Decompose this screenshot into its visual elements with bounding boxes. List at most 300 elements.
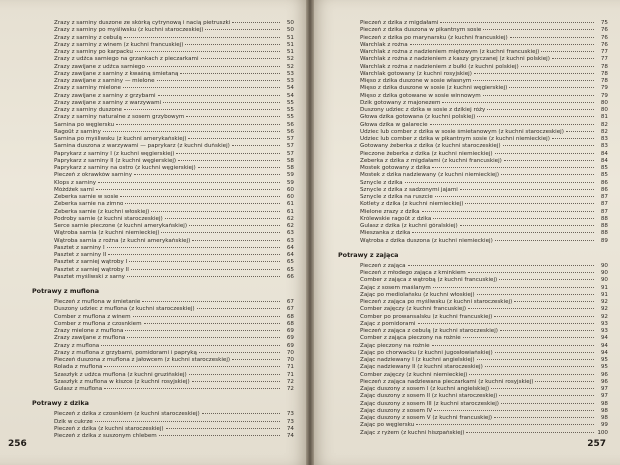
toc-entry-page: 70 (286, 349, 294, 355)
toc-entry-title: Zrazy z sarniny z cebulą (54, 34, 122, 40)
dot-leader (435, 192, 594, 197)
toc-entry-title: Głowa dzika gotowana (z kuchni polskiej) (360, 114, 476, 120)
dot-leader (178, 156, 280, 161)
dot-leader (135, 47, 280, 52)
toc-entry-page: 90 (600, 270, 608, 276)
section-heading: Potrawy z muflona (32, 287, 100, 295)
toc-entry-page: 94 (600, 335, 608, 341)
toc-entry (338, 69, 608, 76)
dot-leader (418, 319, 595, 324)
dot-leader (430, 120, 594, 125)
toc-entry-title: Zrazy z muflona (54, 342, 100, 348)
dot-leader (499, 275, 594, 280)
toc-entry (338, 221, 608, 228)
dot-leader (460, 185, 594, 190)
toc-entry-page: 96 (600, 371, 608, 377)
toc-entry-page: 97 (600, 393, 608, 399)
dot-leader (412, 228, 594, 233)
toc-entry-title: Comber zajęczy (z kuchni niemieckiej) (360, 371, 468, 377)
toc-entry-page: 77 (600, 49, 608, 55)
dot-leader (466, 428, 594, 433)
toc-entry-title: Warchlak z rożna (360, 41, 408, 47)
toc-entry-title: Żeberka sarnie (z kuchni włoskiej) (54, 208, 150, 214)
toc-entry (32, 272, 294, 279)
toc-entry-page: 93 (600, 320, 608, 326)
toc-entry-page: 83 (600, 136, 608, 142)
toc-entry-title: Pasztet myśliwski z sarny (54, 273, 125, 279)
toc-entry-page: 75 (600, 20, 608, 26)
dot-leader (440, 18, 594, 23)
toc-entry-title: Sarnina duszona z warzywami — paprykarz (z kuchni duńskiej) (54, 143, 230, 149)
toc-entry-title: Dzik gotowany z majonezem (360, 99, 441, 105)
toc-entry-title: Zrazy zawijane z sarniny z grzybami (54, 92, 156, 98)
toc-entry-page: 85 (600, 165, 608, 171)
right-toc-column (338, 18, 608, 435)
toc-entry (338, 170, 608, 177)
toc-entry (32, 257, 294, 264)
dot-leader (163, 98, 280, 103)
toc-entry-title: Zrazy zawijane z sarniny z kwaśną śmietaną (54, 70, 179, 76)
toc-entry-page: 67 (286, 306, 294, 312)
toc-entry-title: Serce sarnie pieczone (z kuchni amerykańskiej) (54, 223, 188, 229)
dot-leader (408, 261, 594, 266)
toc-entry (338, 40, 608, 47)
toc-entry-page: 51 (286, 49, 294, 55)
toc-entry (338, 319, 608, 326)
toc-entry (32, 409, 294, 416)
toc-entry (338, 391, 608, 398)
toc-entry (338, 268, 608, 275)
toc-entry-page: 83 (600, 143, 608, 149)
toc-entry-page: 77 (600, 56, 608, 62)
toc-entry-page: 52 (286, 56, 294, 62)
toc-entry-title: Zając z ryżem (z kuchni hiszpańskiej) (360, 429, 465, 435)
dot-leader (503, 141, 594, 146)
toc-entry-page: 57 (286, 143, 294, 149)
toc-entry-title: Zrazy z sarniny mielone (54, 85, 121, 91)
toc-entry-page: 62 (286, 223, 294, 229)
toc-entry-page: 78 (600, 78, 608, 84)
section-heading: Potrawy z dzika (32, 399, 89, 408)
dot-leader (232, 355, 280, 360)
toc-entry-page: 79 (600, 85, 608, 91)
toc-entry (32, 341, 294, 348)
toc-entry-title: Pieczeń z muflona w śmietanie (54, 299, 141, 305)
toc-entry-title: Warchlak gotowany (z kuchni rosyjskiej) (360, 70, 472, 76)
toc-entry (338, 214, 608, 221)
toc-entry (32, 178, 294, 185)
toc-entry-title: Pieczeń z dzika z suszonym chlebem (54, 433, 157, 439)
dot-leader (495, 236, 594, 241)
dot-leader (485, 362, 594, 367)
toc-entry-title: Zrazy z muflona z grzybami, pomidorami i papryką (54, 349, 197, 355)
toc-entry (338, 413, 608, 420)
toc-entry-title: Zrazy z sarniny naturalne z sosem grzybowym (54, 114, 185, 120)
toc-entry-page: 55 (286, 114, 294, 120)
toc-entry-title: Wątroba sarnia (z kuchni niemieckiej) (54, 230, 160, 236)
toc-entry (32, 25, 294, 32)
toc-entry-page: 60 (286, 194, 294, 200)
toc-entry-page: 50 (286, 27, 294, 33)
dot-leader (495, 348, 594, 353)
dot-leader (116, 120, 280, 125)
section-heading: Potrawy z zająca (338, 250, 399, 259)
toc-entry (32, 134, 294, 141)
toc-entry (338, 25, 608, 32)
toc-entry-page: 98 (600, 407, 608, 413)
toc-entry-title: Wątroba z dzika duszona (z kuchni niemieckiej) (360, 237, 493, 243)
toc-entry (32, 18, 294, 25)
toc-entry (32, 98, 294, 105)
toc-entry-title: Zając z pomidorami (360, 320, 416, 326)
toc-entry (338, 178, 608, 185)
toc-entry-page: 95 (600, 364, 608, 370)
toc-entry-title: Żeberka sarnie w sosie (54, 194, 119, 200)
toc-entry (338, 355, 608, 362)
dot-leader (469, 370, 594, 375)
toc-entry (32, 69, 294, 76)
toc-entry-page: 72 (286, 386, 294, 392)
toc-entry-page: 76 (600, 27, 608, 33)
dot-leader (161, 228, 280, 233)
toc-entry-title: Zrazy z udźca sarniego na grzankach z pieczarkami (54, 56, 199, 62)
toc-entry (32, 297, 294, 304)
dot-leader (434, 406, 594, 411)
toc-entry (338, 275, 608, 282)
dot-leader (165, 214, 280, 219)
toc-entry (338, 83, 608, 90)
dot-leader (202, 409, 280, 414)
toc-entry (338, 47, 608, 54)
toc-entry-title: Comber z zająca z wątrobą (z kuchni francuskiej) (360, 277, 498, 283)
dot-leader (104, 362, 280, 367)
toc-entry-title: Żeberka z dzika z migdałami (z kuchni francuskiej) (360, 157, 502, 163)
toc-entry-page: 100 (597, 429, 608, 435)
toc-entry-page: 69 (286, 342, 294, 348)
toc-entry-title: Warchlak z rożna z nadzieniem miętowym (z kuchni francuskiej) (360, 49, 540, 55)
toc-entry (32, 149, 294, 156)
dot-leader (124, 105, 280, 110)
toc-entry-page: 89 (600, 237, 608, 243)
dot-leader (147, 62, 280, 67)
dot-leader (501, 170, 594, 175)
toc-entry-page: 57 (286, 150, 294, 156)
toc-entry-page: 54 (286, 92, 294, 98)
toc-entry-title: Ragoût z sarniny (54, 128, 101, 134)
dot-leader (477, 290, 594, 295)
toc-entry-title: Comber z muflona z czosnkiem (54, 320, 142, 326)
dot-leader (201, 54, 281, 59)
toc-entry-title: Szaszłyk z muflona w kiszce (z kuchni rosyjskiej) (54, 378, 190, 384)
toc-entry-page: 79 (600, 92, 608, 98)
toc-entry-page: 87 (600, 208, 608, 214)
toc-entry-title: Zrazy z sarniny po karpacku (54, 49, 133, 55)
toc-entry-page: 93 (600, 328, 608, 334)
toc-entry-title: Zając po węgiersku (360, 422, 415, 428)
toc-entry-title: Comber z zająca pieczony na rożnie (360, 335, 461, 341)
toc-entry (338, 326, 608, 333)
toc-entry (32, 355, 294, 362)
toc-entry-page: 99 (600, 422, 608, 428)
toc-entry-page: 64 (286, 252, 294, 258)
toc-entry (338, 348, 608, 355)
toc-entry-page: 90 (600, 277, 608, 283)
dot-leader (125, 199, 280, 204)
toc-entry (32, 370, 294, 377)
dot-leader (133, 312, 280, 317)
toc-entry-title: Zając po mediolańsku (z kuchni włoskiej) (360, 291, 475, 297)
toc-entry (338, 283, 608, 290)
toc-entry-page: 59 (286, 172, 294, 178)
dot-leader (104, 384, 280, 389)
dot-leader (521, 62, 594, 67)
dot-leader (101, 341, 280, 346)
toc-entry (338, 149, 608, 156)
dot-leader (510, 33, 594, 38)
dot-leader (123, 83, 280, 88)
toc-entry-title: Duszony udziec z muflona (z kuchni staroczeskiej) (54, 306, 195, 312)
toc-entry-page: 70 (286, 357, 294, 363)
toc-entry (32, 156, 294, 163)
toc-entry-page: 63 (286, 230, 294, 236)
toc-entry-title: Zając nadziewany I (z kuchni angielskiej) (360, 357, 475, 363)
toc-entry-title: Móżdżek sarni (54, 186, 94, 192)
toc-entry-title: Wątroba sarnia z rożna (z kuchni amerykańskiej) (54, 237, 191, 243)
toc-entry-page: 94 (600, 342, 608, 348)
dot-leader (129, 257, 280, 262)
toc-entry-page: 66 (286, 273, 294, 279)
book-gutter (306, 0, 314, 465)
toc-entry-title: Zrazy z sarniny po myśliwsku (z kuchni staroczeskiej) (54, 27, 204, 33)
toc-entry-page: 52 (286, 63, 294, 69)
toc-entry-title: Zając duszony z sosem I (z kuchni angielskiej) (360, 386, 490, 392)
toc-entry-title: Gulasz z dzika (z kuchni góralskiej) (360, 223, 458, 229)
toc-entry (32, 170, 294, 177)
toc-entry (338, 134, 608, 141)
toc-entry-title: Pasztet z sarniny I (54, 244, 105, 250)
toc-entry (338, 185, 608, 192)
toc-entry (338, 120, 608, 127)
toc-entry-title: Sarnina po węgiersku (54, 121, 115, 127)
toc-entry (32, 424, 294, 431)
toc-entry-page: 71 (286, 371, 294, 377)
toc-entry-page: 82 (600, 121, 608, 127)
toc-entry (32, 54, 294, 61)
toc-entry-title: Comber zajęczy (z kuchni francuskiej) (360, 306, 467, 312)
toc-entry-title: Paprykarz z sarniny II (z kuchni węgierskiej) (54, 157, 177, 163)
toc-entry-title: Zrazy zawijane z sarniny z warzywami (54, 99, 162, 105)
toc-entry-page: 88 (600, 223, 608, 229)
dot-leader (98, 178, 280, 183)
toc-entry-title: Klops z sarniny (54, 179, 97, 185)
toc-entry (338, 377, 608, 384)
toc-entry-title: Mieszanka z dzika (360, 230, 411, 236)
toc-entry-page: 84 (600, 150, 608, 156)
toc-entry-title: Zając duszony z sosem V (z kuchni francuskiej) (360, 415, 493, 421)
toc-entry (338, 290, 608, 297)
toc-entry-page: 78 (600, 70, 608, 76)
dot-leader (103, 127, 280, 132)
toc-entry-title: Szaszłyk z udźca muflona (z kuchni gruzińskiej) (54, 371, 187, 377)
toc-entry-title: Pieczone żeberka z dzika (z kuchni niemieckiej) (360, 150, 493, 156)
toc-entry (338, 105, 608, 112)
toc-entry (32, 348, 294, 355)
toc-entry (338, 384, 608, 391)
toc-entry-page: 87 (600, 194, 608, 200)
toc-entry-title: Duszony udziec z dzika w sosie z dzikiej róży (360, 107, 486, 113)
toc-entry (32, 112, 294, 119)
toc-entry-page: 61 (286, 201, 294, 207)
toc-entry-page: 92 (600, 306, 608, 312)
dot-leader (501, 399, 594, 404)
dot-leader (157, 76, 280, 81)
dot-leader (473, 76, 594, 81)
toc-entry (338, 399, 608, 406)
toc-entry-page: 68 (286, 313, 294, 319)
toc-entry (338, 333, 608, 340)
toc-entry-page: 69 (286, 335, 294, 341)
toc-entry-page: 65 (286, 259, 294, 265)
dot-leader (192, 236, 280, 241)
toc-entry-page: 84 (600, 157, 608, 163)
dot-leader (192, 377, 280, 382)
toc-entry-page: 64 (286, 244, 294, 250)
toc-entry (32, 377, 294, 384)
dot-leader (494, 413, 594, 418)
toc-entry (32, 214, 294, 221)
dot-leader (477, 112, 594, 117)
toc-entry (32, 243, 294, 250)
toc-entry-page: 53 (286, 70, 294, 76)
dot-leader (552, 54, 594, 59)
dot-leader (96, 185, 280, 190)
toc-entry (338, 236, 608, 243)
toc-entry-page: 74 (286, 433, 294, 439)
toc-entry-title: Pieczeń duszona z muflona z jałowcem (z kuchni staroczeskiej) (54, 357, 231, 363)
toc-entry-title: Pasztet z sarniej wątroby II (54, 266, 129, 272)
toc-entry-title: Mięso z dzika gotowane w sosie winnowym (360, 92, 481, 98)
toc-entry (32, 326, 294, 333)
toc-entry (32, 76, 294, 83)
toc-entry (32, 47, 294, 54)
toc-entry-title: Pieczeń z dzika duszona w pikantnym sosie (360, 27, 482, 33)
toc-entry (32, 40, 294, 47)
toc-entry-title: Pieczeń z dzika z migdałami (360, 20, 439, 26)
toc-entry-title: Zrazy zawijane z sarniny — mielone (54, 78, 155, 84)
toc-entry-title: Pieczeń z zająca z cebulą (z kuchni staroczeskiej) (360, 328, 498, 334)
dot-leader (460, 221, 594, 226)
toc-entry-page: 71 (286, 364, 294, 370)
dot-leader (198, 163, 280, 168)
toc-entry-page: 58 (286, 157, 294, 163)
dot-leader (159, 431, 280, 436)
toc-entry-page: 86 (600, 179, 608, 185)
dot-leader (134, 170, 280, 175)
toc-entry-page: 81 (600, 114, 608, 120)
toc-entry-title: Udziec lub comber z dzika w pikantnym sosie (z kuchni niemieckiej) (360, 136, 550, 142)
toc-entry-page: 95 (600, 357, 608, 363)
toc-entry-page: 62 (286, 215, 294, 221)
toc-entry-page: 97 (600, 386, 608, 392)
toc-entry-title: Pasztet z sarniej wątroby I (54, 259, 128, 265)
toc-entry (338, 207, 608, 214)
toc-entry (338, 199, 608, 206)
dot-leader (199, 348, 280, 353)
toc-entry (32, 333, 294, 340)
dot-leader (232, 141, 280, 146)
toc-entry (32, 265, 294, 272)
toc-entry (338, 261, 608, 268)
dot-leader (186, 112, 280, 117)
dot-leader (176, 149, 280, 154)
dot-leader (205, 25, 280, 30)
toc-entry (338, 76, 608, 83)
dot-leader (144, 319, 280, 324)
dot-leader (232, 18, 280, 23)
dot-leader (495, 149, 594, 154)
toc-entry-page: 87 (600, 201, 608, 207)
toc-entry (338, 362, 608, 369)
toc-entry-title: Królewskie ragoût z dzika (360, 215, 432, 221)
toc-entry-title: Paprykarz z sarniny na ostro (z kuchni węgierskiej) (54, 165, 196, 171)
dot-leader (487, 105, 594, 110)
toc-entry (32, 431, 294, 438)
dot-leader (125, 326, 280, 331)
dot-leader (197, 304, 280, 309)
dot-leader (422, 207, 594, 212)
toc-entry (32, 417, 294, 424)
toc-entry-title: Rolada z muflona (54, 364, 103, 370)
toc-entry-page: 96 (600, 378, 608, 384)
toc-entry-title: Mielone zrazy z dzika (360, 208, 420, 214)
toc-entry-title: Pieczeń z zająca nadziewana pieczarkami (z kuchni rosyjskiej) (360, 378, 534, 384)
toc-entry-page: 59 (286, 179, 294, 185)
toc-entry-page: 90 (600, 262, 608, 268)
toc-entry-title: Warchlak z rożna z nadzieniem z kaszy gryczanej (z kuchni polskiej) (360, 56, 550, 62)
toc-entry-page: 76 (600, 41, 608, 47)
dot-leader (500, 326, 594, 331)
toc-entry (338, 127, 608, 134)
toc-entry-page: 98 (600, 415, 608, 421)
toc-entry-page: 78 (600, 63, 608, 69)
toc-entry-page: 82 (600, 128, 608, 134)
toc-entry (338, 33, 608, 40)
toc-entry-page: 53 (286, 78, 294, 84)
toc-entry-title: Zając duszony z sosem II (z kuchni staroczeskiej) (360, 393, 498, 399)
toc-entry-title: Dzik w cukrze (54, 418, 93, 424)
toc-entry (338, 163, 608, 170)
toc-entry (338, 141, 608, 148)
dot-leader (410, 40, 594, 45)
dot-leader (151, 207, 280, 212)
toc-entry (338, 112, 608, 119)
dot-leader (535, 377, 594, 382)
toc-entry-title: Mostek z dzika nadziewany (z kuchni niemieckiej) (360, 172, 500, 178)
toc-entry-title: Warchlak z rożna z nadzieniem z bułki (z kuchni polskiej) (360, 63, 519, 69)
dot-leader (504, 156, 594, 161)
left-toc-column (32, 18, 294, 438)
toc-entry-title: Żeberka sarnie na zimno (54, 201, 124, 207)
toc-entry-page: 85 (600, 172, 608, 178)
toc-entry-page: 67 (286, 299, 294, 305)
toc-entry (338, 297, 608, 304)
toc-entry (338, 304, 608, 311)
toc-entry-page: 65 (286, 266, 294, 272)
toc-entry-title: Zrazy z sarniny duszone ze skórką cytrynową i nacią pietruszki (54, 20, 231, 26)
dot-leader (442, 98, 594, 103)
toc-entry-page: 76 (600, 34, 608, 40)
dot-leader (124, 33, 280, 38)
